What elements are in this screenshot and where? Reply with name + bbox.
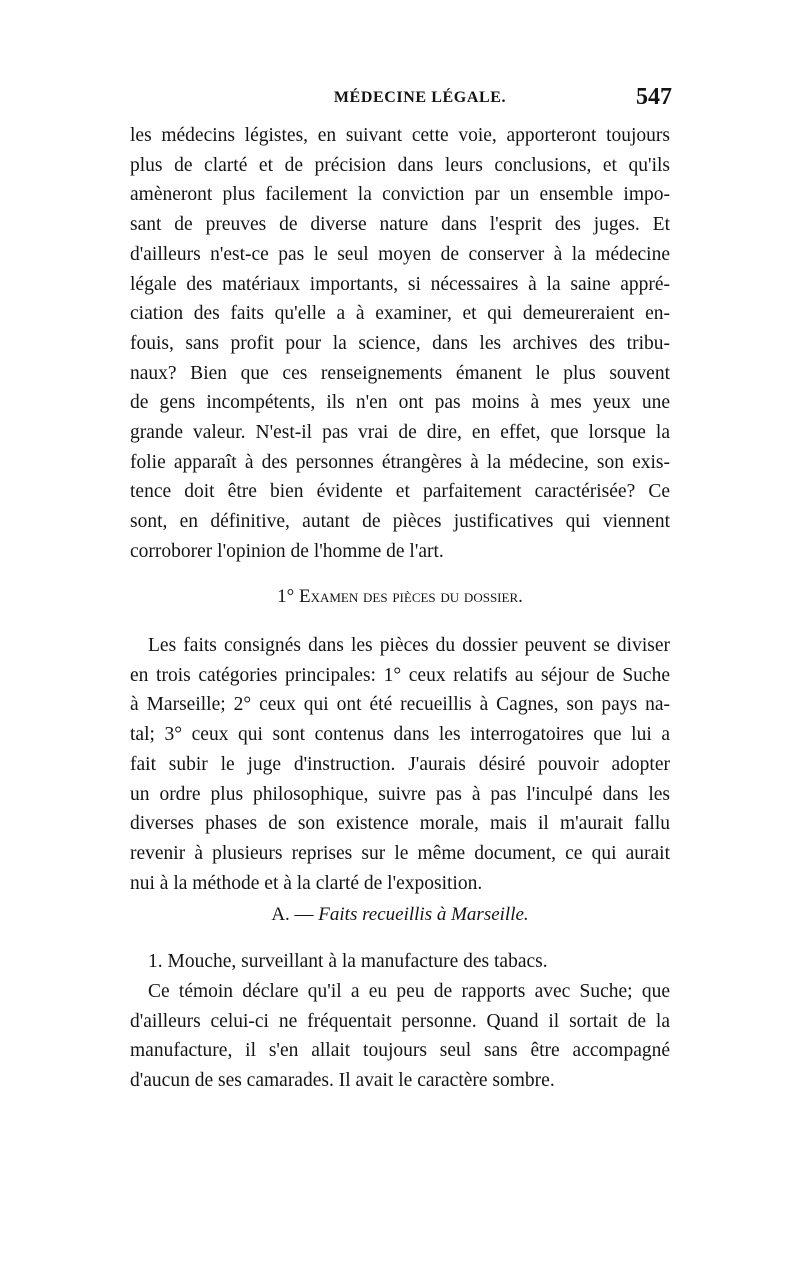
text-line: un ordre plus philosophique, suivre pas à pas l'inculpé dans les [130,783,670,805]
running-head [128,84,672,119]
text-line: ciation des faits qu'elle a à examiner, et qui demeureraient en- [130,303,670,325]
witness-item [130,947,670,977]
text-line: naux? Bien que ces renseignements émanent le plus souvent [130,362,670,384]
text-line: en trois catégories principales: 1° ceux relatifs au séjour de Suche [130,664,670,686]
text-line: d'ailleurs n'est-ce pas le seul moyen de conserver à la médecine [130,243,670,265]
text-line: sant de preuves de diverse nature dans l'esprit des juges. Et [130,214,670,236]
text-line: d'ailleurs celui-ci ne fréquentait personne. Quand il sortait de la [130,1010,670,1032]
text-line: tal; 3° ceux qui sont contenus dans les interrogatoires que lui a [130,724,670,746]
running-title: MÉDECINE LÉGALE. [333,89,507,106]
text-line: manufacture, il s'en allait toujours seul sans être accompagné [130,1040,670,1062]
text-line: fouis, sans profit pour la science, dans les archives des tribu- [130,332,670,354]
text-line: amèneront plus facilement la conviction par un ensemble impo- [130,184,670,206]
text-line: revenir à plusieurs reprises sur le même document, ce qui aurait [130,842,670,864]
text-line: légale des matériaux importants, si nécessaires à la saine appré- [130,273,670,295]
witness-paragraph [130,977,670,1096]
section-heading [130,586,670,608]
subsection-letter: A. — [271,904,314,925]
intro-paragraph [130,121,670,567]
section-paragraph [130,631,670,898]
section-number: 1° [277,586,295,607]
subsection-title: Faits recueillis à Marseille. [318,904,529,925]
text-line: Les faits consignés dans les pièces du dossier peuvent se diviser [148,635,670,656]
subsection-heading [130,904,670,926]
text-line: les médecins légistes, en suivant cette voie, apporteront toujours [130,125,670,146]
text-line: folie apparaît à des personnes étrangères à la médecine, son exis- [130,451,670,473]
witness-label: 1. Mouche, surveillant à la manufacture des tabacs. [148,951,548,972]
text-line: sont, en définitive, autant de pièces justificatives qui viennent [130,511,670,533]
text-line: Ce témoin déclare qu'il a eu peu de rapports avec Suche; que [148,981,670,1002]
text-line: plus de clarté et de précision dans leurs conclusions, et qu'ils [130,154,670,176]
text-line: diverses phases de son existence morale, mais il m'aurait fallu [130,813,670,835]
text-line: de gens incompétents, ils n'en ont pas moins à mes yeux une [130,392,670,414]
text-line: nui à la méthode et à la clarté de l'exposition. [130,872,483,894]
section-title: Examen des pièces du dossier. [298,586,523,607]
text-line: à Marseille; 2° ceux qui ont été recueillis à Cagnes, son pays na- [130,694,670,716]
page-number: 547 [636,84,672,110]
text-line: grande valeur. N'est-il pas vrai de dire, en effet, que lorsque la [130,422,670,444]
text-line: d'aucun de ses camarades. Il avait le caractère sombre. [130,1070,555,1092]
text-line: tence doit être bien évidente et parfaitement caractérisée? Ce [130,481,670,503]
text-line: fait subir le juge d'instruction. J'aurais désiré pouvoir adopter [130,753,670,775]
text-line: corroborer l'opinion de l'homme de l'art. [130,540,444,562]
